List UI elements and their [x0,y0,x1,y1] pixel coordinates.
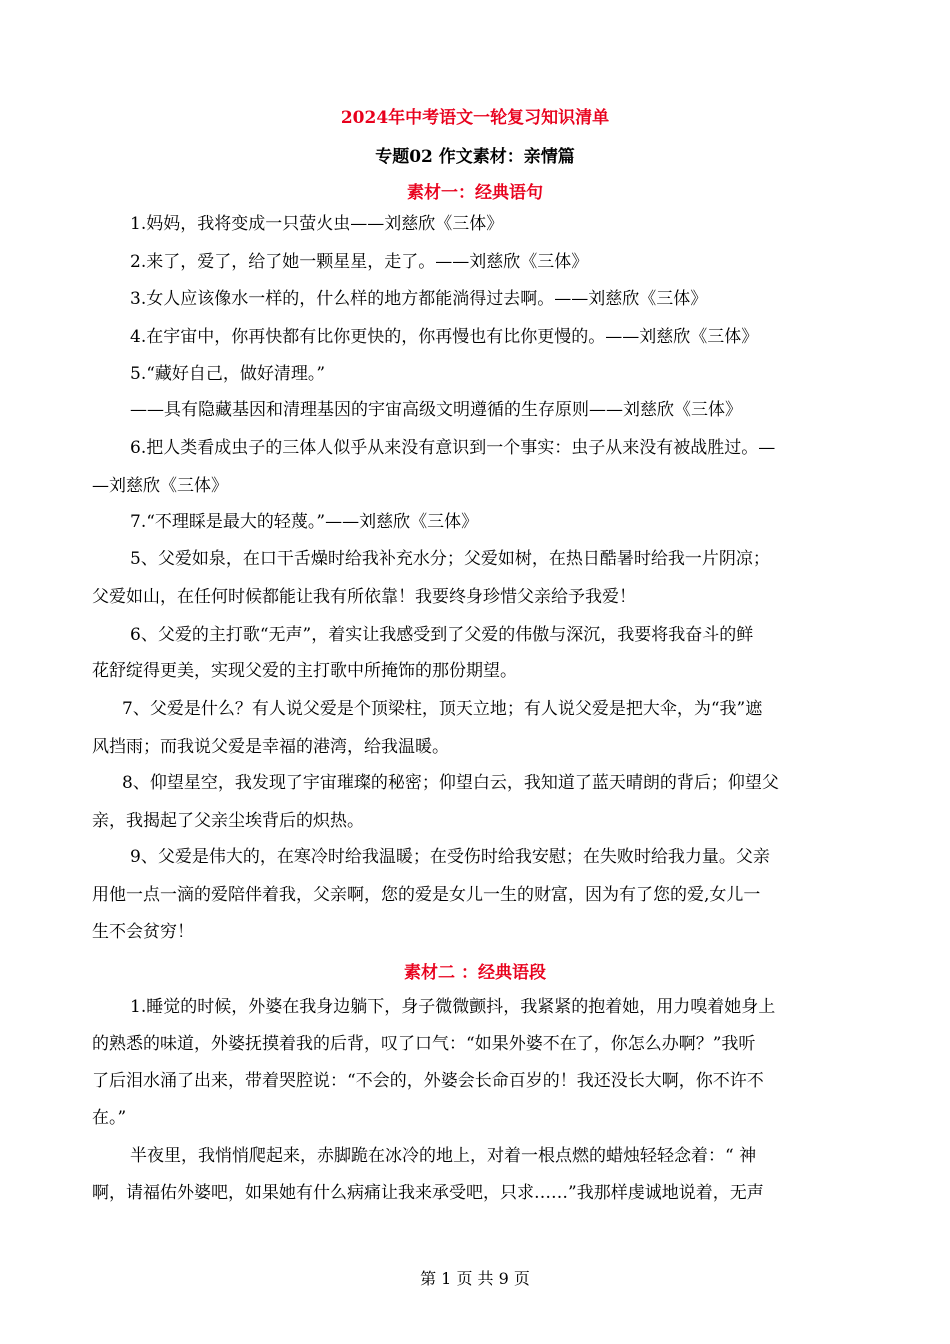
paragraph-line: 花舒绽得更美，实现父爱的主打歌中所掩饰的那份期望。 [92,661,517,681]
document-title: 2024年中考语文一轮复习知识清单 [340,108,610,128]
paragraph-line: 6、父爱的主打歌“无声”，着实让我感受到了父爱的伟傲与深沉，我要将我奋斗的鲜 [130,625,754,645]
paragraph-line: 父爱如山，在任何时候都能让我有所依靠！我要终身珍惜父亲给予我爱！ [92,587,636,607]
section-heading-1: 素材一：经典语句 [407,183,543,203]
page-footer: 第 1 页 共 9 页 [420,1269,530,1288]
paragraph-line: 了后泪水涌了出来，带着哭腔说：“不会的，外婆会长命百岁的！我还没长大啊，你不许不 [92,1071,764,1091]
paragraph-line: 9、父爱是伟大的，在寒冷时给我温暖；在受伤时给我安慰；在失败时给我力量。父亲 [130,847,770,867]
paragraph-line: 6.把人类看成虫子的三体人似乎从来没有意识到一个事实：虫子从来没有被战胜过。— [130,438,776,458]
paragraph-line: 1.睡觉的时候，外婆在我身边躺下，身子微微颤抖，我紧紧的抱着她，用力嗅着她身上 [130,997,776,1017]
paragraph-line: 7.“不理睬是最大的轻蔑。”——刘慈欣《三体》 [130,512,479,532]
paragraph-line: 3.女人应该像水一样的，什么样的地方都能淌得过去啊。——刘慈欣《三体》 [130,289,708,309]
paragraph-line: 半夜里，我悄悄爬起来，赤脚跪在冰冷的地上，对着一根点燃的蜡烛轻轻念着：“ 神 [130,1146,757,1166]
paragraph-line: 8、仰望星空，我发现了宇宙璀璨的秘密；仰望白云，我知道了蓝天晴朗的背后；仰望父 [122,773,779,793]
paragraph-line: 生不会贫穷！ [92,922,194,942]
paragraph-line: 1.妈妈，我将变成一只萤火虫——刘慈欣《三体》 [130,214,504,234]
paragraph-line: 4.在宇宙中，你再快都有比你更快的，你再慢也有比你更慢的。——刘慈欣《三体》 [130,327,759,347]
paragraph-line: 风挡雨；而我说父爱是幸福的港湾，给我温暖。 [92,737,449,757]
paragraph-line: 2.来了，爱了，给了她一颗星星，走了。——刘慈欣《三体》 [130,252,589,272]
paragraph-line: —刘慈欣《三体》 [92,476,228,496]
paragraph-line: 7、父爱是什么？有人说父爱是个顶梁柱，顶天立地；有人说父爱是把大伞，为“我”遮 [122,699,763,719]
paragraph-line: 用他一点一滴的爱陪伴着我，父亲啊，您的爱是女儿一生的财富，因为有了您的爱,女儿一 [92,885,761,905]
document-subtitle: 专题02 作文素材：亲情篇 [375,147,575,167]
section-heading-2: 素材二 ：经典语段 [404,963,546,983]
paragraph-line: 的熟悉的味道，外婆抚摸着我的后背，叹了口气：“如果外婆不在了，你怎么办啊？”我听 [92,1034,756,1054]
paragraph-line: 5.“藏好自己，做好清理。” [130,364,326,384]
paragraph-line: 亲，我揭起了父亲尘埃背后的炽热。 [92,811,364,831]
paragraph-line: ——具有隐藏基因和清理基因的宇宙高级文明遵循的生存原则——刘慈欣《三体》 [130,400,742,420]
paragraph-line: 在。” [92,1108,127,1128]
paragraph-line: 5、父爱如泉，在口干舌燥时给我补充水分；父爱如树，在热日酷暑时给我一片阴凉； [130,549,770,569]
paragraph-line: 啊，请福佑外婆吧，如果她有什么病痛让我来承受吧，只求……”我那样虔诚地说着，无声 [92,1183,764,1203]
